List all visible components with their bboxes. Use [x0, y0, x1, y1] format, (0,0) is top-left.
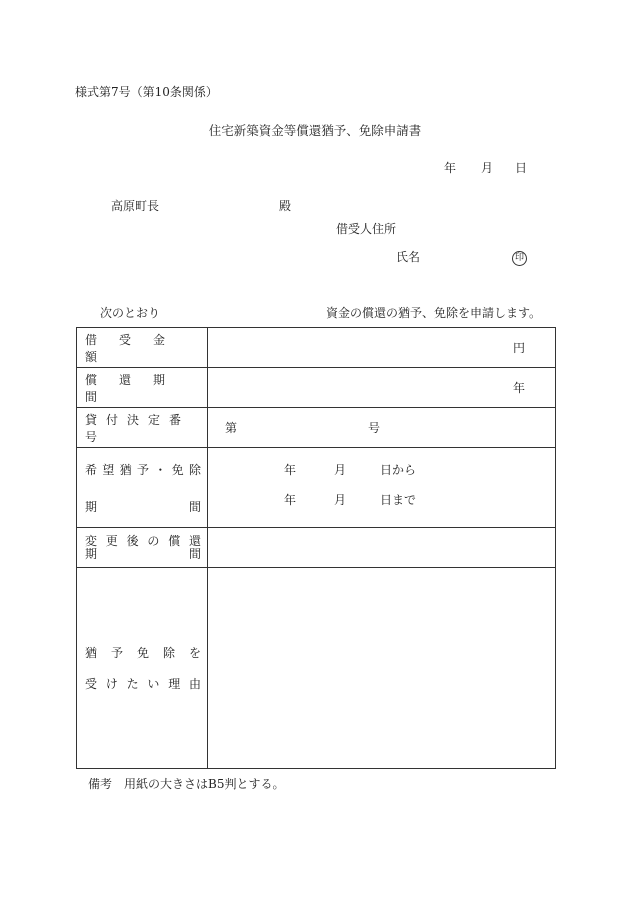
changed-period-label-line2: 期 間	[85, 547, 201, 561]
row-repayment-period	[77, 368, 556, 408]
reason-label-line2: 受 け た い 理 由	[85, 677, 201, 691]
reason-label-cell	[77, 568, 208, 769]
changed-period-label-cell	[77, 528, 208, 568]
seal-icon: 印	[512, 251, 527, 266]
decision-number-field[interactable]	[208, 408, 556, 448]
repayment-period-field[interactable]	[208, 368, 556, 408]
desired-from-month: 月	[334, 462, 347, 477]
loan-amount-unit: 円	[512, 341, 525, 355]
date-year: 年	[444, 161, 457, 175]
desired-from-day: 日から	[380, 462, 417, 477]
date-day: 日	[515, 161, 528, 175]
decision-number-suffix: 号	[368, 420, 381, 435]
desired-period-label-cell	[77, 448, 208, 528]
date-month: 月	[481, 161, 494, 175]
applicant-address-label: 借受人住所	[336, 222, 397, 236]
repayment-period-label-cell	[77, 368, 208, 408]
row-desired-period	[77, 448, 556, 528]
row-loan-amount	[77, 328, 556, 368]
decision-number-label: 貸付決定番号	[85, 412, 191, 444]
applicant-name-label: 氏名	[396, 250, 421, 264]
decision-number-label-cell	[77, 408, 208, 448]
intro-left: 次のとおり	[100, 306, 161, 320]
footnote: 備考 用紙の大きさはB5判とする。	[88, 777, 285, 791]
loan-amount-field[interactable]	[208, 328, 556, 368]
row-reason	[77, 568, 556, 769]
desired-to-day: 日まで	[380, 492, 417, 507]
decision-number-prefix: 第	[225, 420, 238, 435]
repayment-period-label: 償還期間	[85, 372, 188, 404]
changed-period-field[interactable]	[208, 528, 556, 568]
desired-period-field[interactable]	[208, 448, 556, 528]
loan-amount-label-cell	[77, 328, 208, 368]
desired-to-month: 月	[334, 492, 347, 507]
desired-period-label-line1: 希 望 猶 予 ・ 免 除	[85, 462, 201, 477]
reason-field[interactable]	[208, 568, 556, 769]
loan-amount-label: 借受金額	[85, 332, 188, 364]
desired-period-label-line2: 期 間	[85, 499, 201, 514]
desired-from-year: 年	[284, 462, 297, 477]
form-number: 様式第7号（第10条関係）	[75, 85, 218, 99]
addressee-name: 高原町長	[111, 199, 160, 213]
changed-period-label-line1: 変 更 後 の 償 還	[85, 534, 201, 548]
addressee-honorific: 殿	[279, 199, 292, 213]
desired-to-year: 年	[284, 492, 297, 507]
seal-mark	[512, 249, 527, 266]
row-changed-period	[77, 528, 556, 568]
page-title: 住宅新築資金等償還猶予、免除申請書	[208, 123, 422, 138]
reason-label-line1: 猶 予 免 除 を	[85, 646, 201, 660]
intro-right: 資金の償還の猶予、免除を申請します。	[326, 306, 542, 320]
application-table	[76, 327, 556, 769]
repayment-period-unit: 年	[512, 381, 525, 395]
row-decision-number	[77, 408, 556, 448]
